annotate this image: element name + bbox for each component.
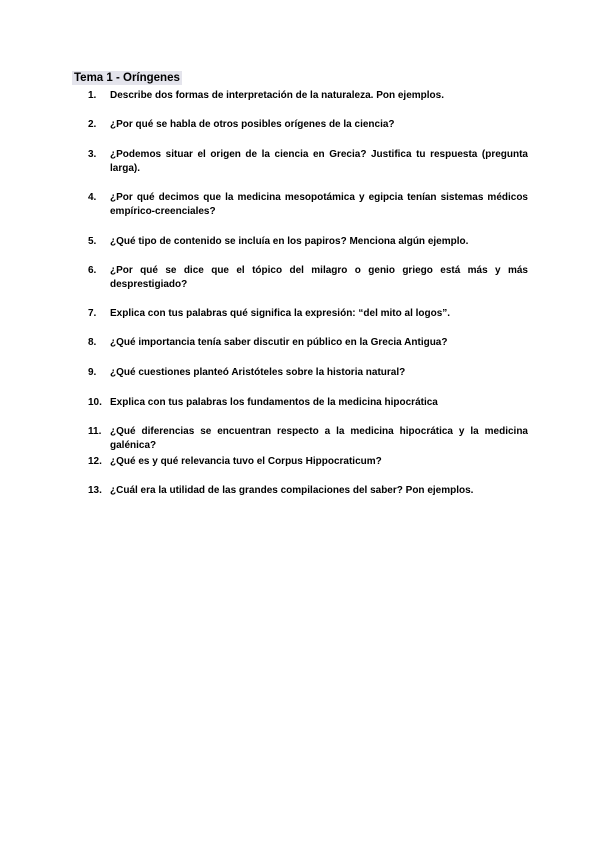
question-text: ¿Qué cuestiones planteó Aristóteles sobre la historia natural?: [110, 367, 406, 378]
question-text: Explica con tus palabras los fundamentos de la medicina hipocrática: [110, 397, 438, 408]
question-number: 8.: [88, 337, 97, 348]
question-text: ¿Por qué se habla de otros posibles orígenes de la ciencia?: [110, 119, 395, 130]
question-number: 3.: [88, 149, 97, 160]
question-number: 7.: [88, 308, 97, 319]
question-text: ¿Por qué se dice que el tópico del milagro o genio griego está más y más desprestigiado?: [110, 265, 528, 290]
question-text: ¿Qué tipo de contenido se incluía en los papiros? Menciona algún ejemplo.: [110, 236, 469, 247]
question-text: ¿Por qué decimos que la medicina mesopotámica y egipcia tenían sistemas médicos empírico-creenciales?: [110, 192, 528, 217]
question-number: 5.: [88, 236, 97, 247]
question-number: 12.: [88, 456, 102, 467]
question-number: 10.: [88, 397, 102, 408]
question-number: 9.: [88, 367, 97, 378]
question-number: 13.: [88, 485, 102, 496]
question-number: 6.: [88, 265, 97, 276]
question-text: ¿Qué importancia tenía saber discutir en público en la Grecia Antigua?: [110, 337, 448, 348]
section-title: Tema 1 - Oríngenes: [74, 72, 180, 84]
question-number: 1.: [88, 90, 97, 101]
question-number: 2.: [88, 119, 97, 130]
question-text: ¿Qué es y qué relevancia tuvo el Corpus Hippocraticum?: [110, 456, 382, 467]
question-text: ¿Cuál era la utilidad de las grandes compilaciones del saber? Pon ejemplos.: [110, 485, 474, 496]
question-number: 4.: [88, 192, 97, 203]
question-text: ¿Qué diferencias se encuentran respecto a la medicina hipocrática y la medicina galénica?: [110, 426, 528, 451]
question-text: Explica con tus palabras qué significa la expresión: “del mito al logos”.: [110, 308, 451, 319]
question-text: Describe dos formas de interpretación de la naturaleza. Pon ejemplos.: [110, 90, 444, 101]
question-text: ¿Podemos situar el origen de la ciencia en Grecia? Justifica tu respuesta (pregunta larga).: [110, 149, 528, 174]
question-number: 11.: [88, 426, 102, 437]
